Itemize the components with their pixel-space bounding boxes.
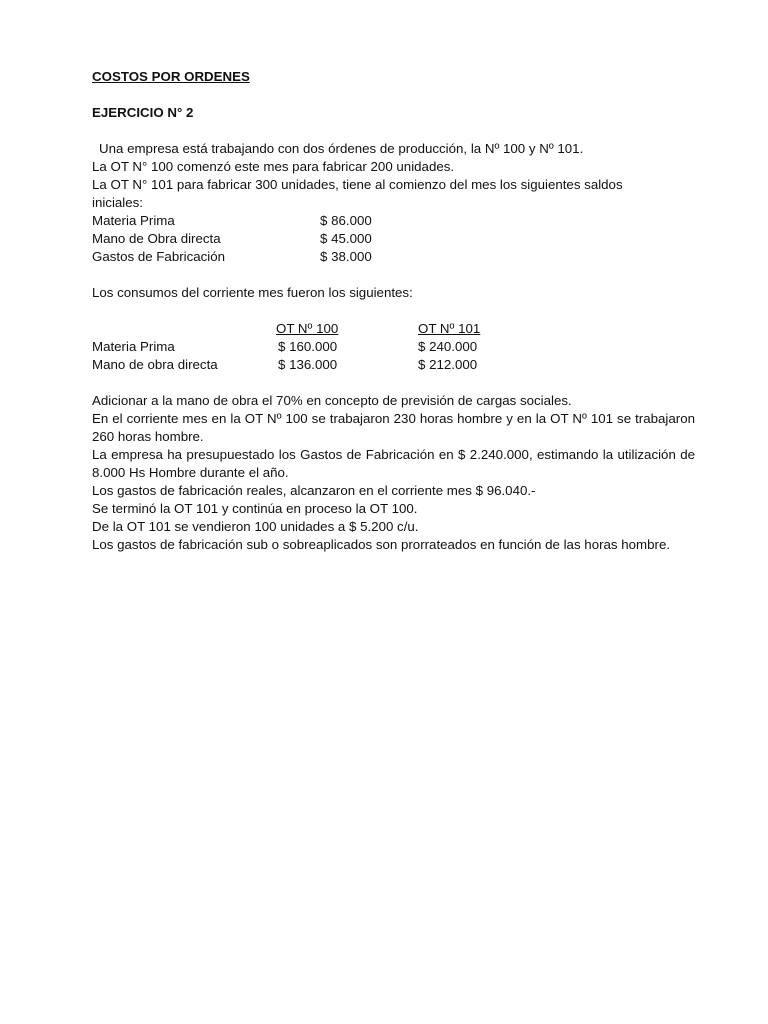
paragraph: Los gastos de fabricación sub o sobreaplicados son prorrateados en función de las horas hombre. — [92, 537, 671, 552]
intro-line: La OT N° 100 comenzó este mes para fabricar 200 unidades. — [92, 159, 455, 174]
spacer — [92, 122, 695, 140]
cell-ot101: $ 240.000 — [418, 339, 478, 354]
exercise-heading: EJERCICIO N° 2 — [92, 105, 194, 120]
cell-ot100: $ 160.000 — [278, 339, 338, 354]
spacer — [92, 302, 695, 320]
balance-amount: $ 45.000 — [320, 231, 372, 246]
balance-amount: $ 86.000 — [320, 213, 372, 228]
balance-label: Mano de Obra directa — [92, 231, 221, 246]
paragraph: De la OT 101 se vendieron 100 unidades a $ 5.200 c/u. — [92, 519, 419, 534]
spacer — [92, 266, 695, 284]
column-header-ot101: OT Nº 101 — [418, 321, 481, 336]
row-label: Materia Prima — [92, 339, 175, 354]
consumption-intro: Los consumos del corriente mes fueron los siguientes: — [92, 285, 413, 300]
document-page — [92, 68, 695, 554]
paragraph: Se terminó la OT 101 y continúa en proceso la OT 100. — [92, 501, 418, 516]
table-row — [92, 338, 695, 356]
column-header-ot100: OT Nº 100 — [276, 321, 339, 336]
paragraph: Adicionar a la mano de obra el 70% en concepto de previsión de cargas sociales. — [92, 393, 572, 408]
balance-amount: $ 38.000 — [320, 249, 372, 264]
paragraph: Los gastos de fabricación reales, alcanzaron en el corriente mes $ 96.040.- — [92, 483, 536, 498]
intro-line: La OT N° 101 para fabricar 300 unidades, tiene al comienzo del mes los siguientes saldos — [92, 177, 623, 192]
row-label: Mano de obra directa — [92, 357, 218, 372]
consumption-table-header — [92, 320, 695, 338]
table-row — [92, 356, 695, 374]
balance-row — [92, 248, 695, 266]
document-title: COSTOS POR ORDENES — [92, 69, 250, 84]
cell-ot101: $ 212.000 — [418, 357, 478, 372]
balance-label: Gastos de Fabricación — [92, 249, 226, 264]
balance-row — [92, 230, 695, 248]
intro-line: iniciales: — [92, 195, 143, 210]
intro-line: Una empresa está trabajando con dos órdenes de producción, la Nº 100 y Nº 101. — [99, 141, 584, 156]
balance-row — [92, 212, 695, 230]
cell-ot100: $ 136.000 — [278, 357, 338, 372]
balance-label: Materia Prima — [92, 213, 175, 228]
spacer — [92, 374, 695, 392]
paragraph: La empresa ha presupuestado los Gastos de Fabricación en $ 2.240.000, estimando la utilización de 8.000 Hs Hombre durante el año. — [92, 447, 695, 480]
paragraph: En el corriente mes en la OT Nº 100 se trabajaron 230 horas hombre y en la OT Nº 101 se trabajaron 260 horas hombre. — [92, 411, 695, 444]
